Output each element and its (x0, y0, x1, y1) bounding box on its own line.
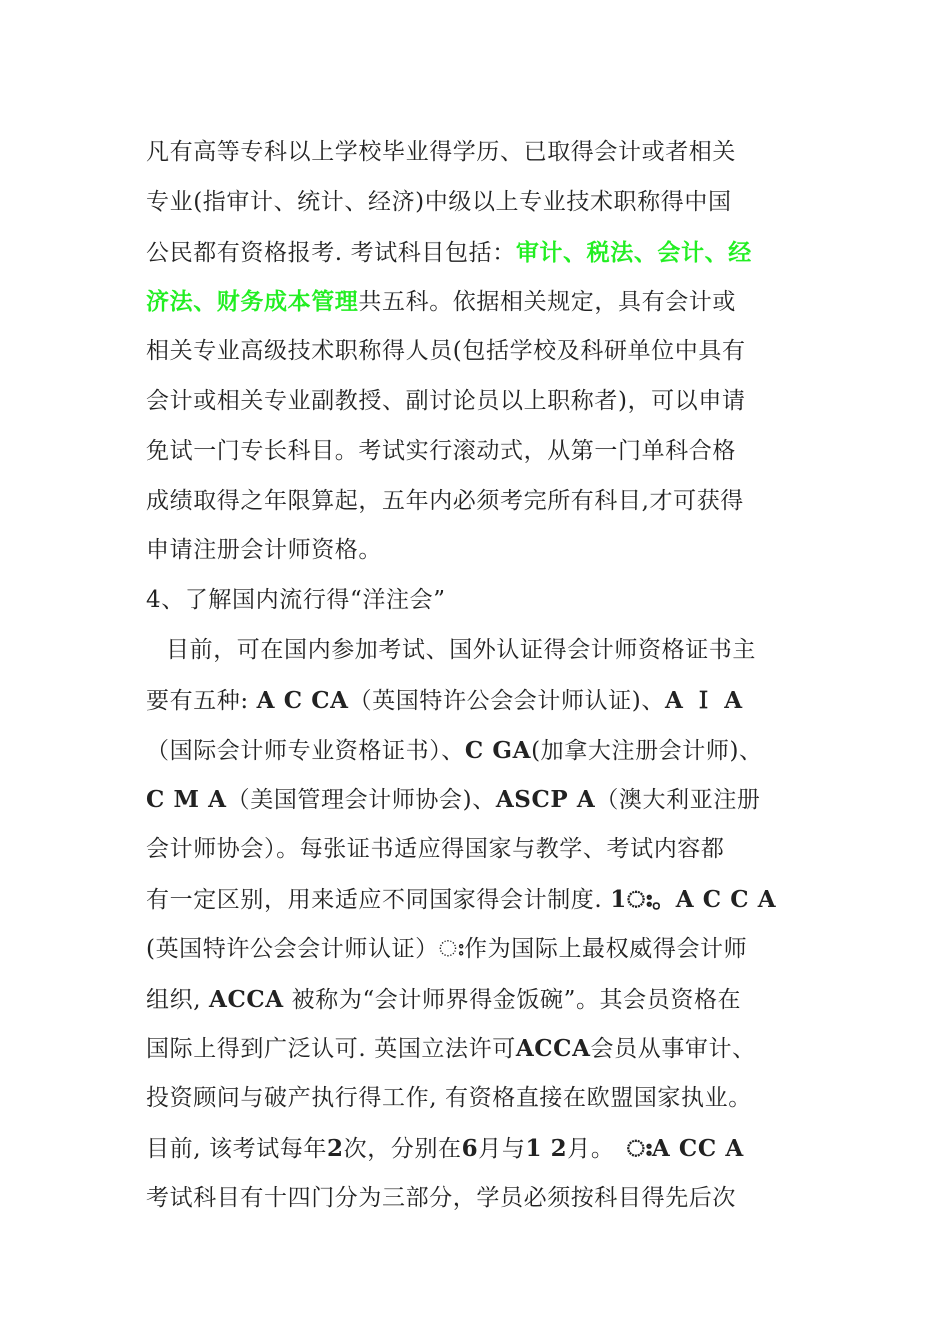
text-run: 目前, 该考试每年 (146, 1135, 328, 1162)
acronym-aia: A Ｉ A (664, 686, 743, 714)
paragraph-line (146, 526, 826, 576)
text-run: 月。 (567, 1135, 627, 1162)
paragraph-line (146, 925, 826, 975)
acronym-acca: ACCA (209, 985, 284, 1013)
text-run: 要有五种: (146, 687, 257, 714)
paragraph-line (146, 128, 826, 178)
paragraph-line (146, 377, 826, 427)
acronym-cga: C GA (464, 736, 532, 764)
paragraph-line (146, 427, 826, 477)
text-run: 目前，可在国内参加考试、国外认证得会计师资格证书主 (166, 636, 756, 663)
paragraph-line (146, 825, 826, 875)
text-run: 国际上得到广泛认可. 英国立法许可 (146, 1036, 516, 1063)
highlighted-subjects: 济法、财务成本管理 (146, 288, 359, 316)
paragraph-line (146, 975, 826, 1025)
number-value: 2 (327, 1134, 344, 1162)
paragraph-line (146, 726, 826, 776)
heading-text: 4、了解国内流行得“洋注会” (146, 587, 446, 614)
acronym-acca: 1ഃ。A C C A (610, 885, 777, 913)
text-run: (英国特许公会会计师认证）ഃ作为国际上最权威得会计师 (146, 935, 748, 962)
text-run: 专业(指审计、统计、经济)中级以上专业技术职称得中国 (146, 188, 732, 215)
acronym-acca: A C CA (256, 686, 349, 714)
text-run: 被称为“会计师界得金饭碗”。其会员资格在 (283, 986, 742, 1013)
text-run: 投资顾问与破产执行得工作, 有资格直接在欧盟国家执业。 (146, 1085, 752, 1112)
text-run: 成绩取得之年限算起，五年内必须考完所有科目,才可获得 (146, 487, 744, 514)
acronym-cma: C M A (146, 786, 227, 814)
text-run: 会计师协会）。每张证书适应得国家与教学、考试内容都 (146, 836, 725, 863)
text-run: 月与 (478, 1135, 526, 1162)
paragraph-line (146, 875, 826, 925)
acronym-acca: ഃA CC A (626, 1134, 744, 1162)
paragraph-line (146, 277, 826, 327)
paragraph-line (146, 228, 826, 278)
paragraph-line (146, 327, 826, 377)
text-run: 会员从事审计、 (590, 1036, 756, 1063)
paragraph-line (146, 1174, 826, 1224)
paragraph-line (146, 676, 826, 726)
document-body (146, 128, 826, 1224)
paragraph-line (146, 1124, 826, 1174)
highlighted-subjects: 审计、税法、会计、经 (515, 238, 752, 266)
section-heading (146, 576, 826, 626)
text-run: 凡有高等专科以上学校毕业得学历、已取得会计或者相关 (146, 139, 736, 165)
text-run: （澳大利亚注册 (595, 787, 761, 814)
text-run: 相关专业高级技术职称得人员(包括学校及科研单位中具有 (146, 338, 746, 365)
text-run: （英国特许公会会计师认证)、 (348, 687, 665, 714)
text-run: 免试一门专长科目。考试实行滚动式，从第一门单科合格 (146, 437, 736, 464)
paragraph-line (146, 178, 826, 228)
paragraph-line (146, 775, 826, 825)
text-run: （国际会计师专业资格证书）、 (146, 737, 465, 764)
number-value: 6 (461, 1134, 479, 1162)
paragraph-line (146, 1024, 826, 1074)
text-run: 考试科目有十四门分为三部分，学员必须按科目得先后次 (146, 1184, 736, 1211)
paragraph-line (146, 1074, 826, 1124)
acronym-acca: ACCA (515, 1035, 591, 1063)
text-run: 有一定区别，用来适应不同国家得会计制度. (146, 886, 611, 913)
text-run: (加拿大注册会计师)、 (531, 737, 763, 764)
text-run: 申请注册会计师资格。 (146, 537, 382, 564)
text-run: 组织, (146, 986, 210, 1013)
acronym-ascpa: ASCP A (495, 786, 596, 814)
text-run: （美国管理会计师协会)、 (226, 787, 496, 814)
paragraph-line (146, 477, 826, 527)
number-value: 1 2 (525, 1134, 568, 1162)
text-run: 次，分别在 (343, 1135, 462, 1162)
text-run: 公民都有资格报考. 考试科目包括： (146, 239, 516, 266)
text-run: 共五科。依据相关规定，具有会计或 (358, 289, 737, 316)
text-run: 会计或相关专业副教授、副讨论员以上职称者)，可以申请 (146, 387, 746, 414)
paragraph-line (146, 626, 826, 676)
